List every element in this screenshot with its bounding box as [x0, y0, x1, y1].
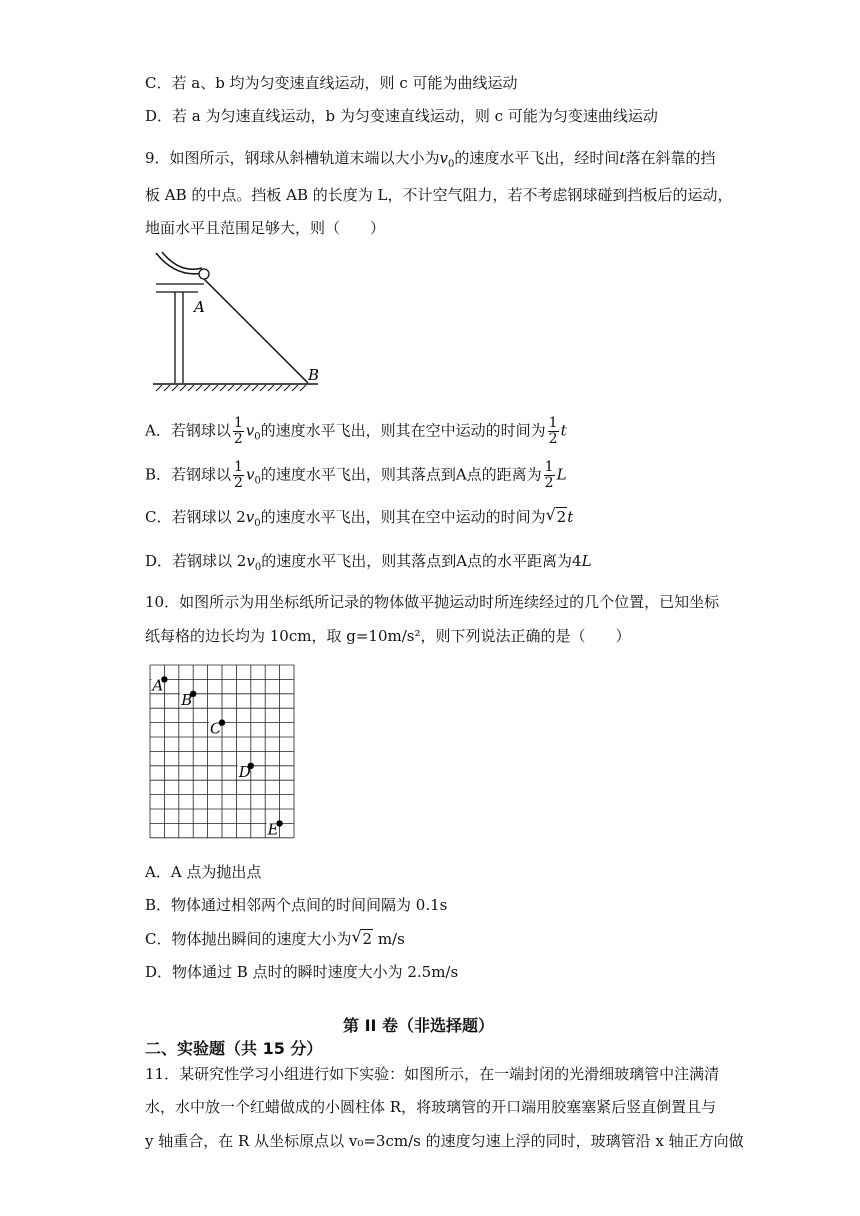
q9-stem-line2: 板 AB 的中点。挡板 AB 的长度为 L，不计空气阻力，若不考虑钢球碰到挡板后的运动，: [145, 186, 733, 204]
unit-ms: m/s: [377, 930, 405, 948]
q8-option-c: C．若 a、b 均为匀变速直线运动，则 c 可能为曲线运动: [145, 74, 518, 92]
q9-opt-a-prefix: A．若钢球以: [145, 421, 231, 440]
q10-option-a: A．A 点为抛出点: [145, 863, 262, 881]
point-label-e: E: [267, 820, 279, 839]
q11-line1: 11．某研究性学习小组进行如下实验：如图所示，在一端封闭的光滑细玻璃管中注满清: [145, 1065, 720, 1083]
frac-den: 2: [233, 431, 243, 447]
q9-opt-d-prefix: D．若钢球以 2: [145, 552, 247, 570]
q10-opt-c-prefix: C．物体抛出瞬间的速度大小为: [145, 930, 352, 948]
q9-stem-text-b: 的速度水平飞出，经时间: [454, 149, 620, 167]
point-label-c: C: [210, 719, 222, 738]
q9-option-a: [145, 416, 567, 448]
fraction: [233, 460, 244, 491]
point-label-d: D: [238, 762, 251, 781]
frac-num: 1: [548, 415, 558, 431]
point-label-a: A: [152, 676, 164, 695]
v0-subscript: 0: [448, 159, 455, 170]
frac-num: 1: [544, 459, 554, 475]
q9-stem-line3: 地面水平且范围足够大，则（ ）: [145, 219, 386, 237]
l-symbol: L: [581, 552, 592, 570]
q9-option-c: [145, 507, 573, 534]
t-symbol: t: [567, 508, 574, 526]
v0-subscript: 0: [254, 562, 262, 573]
sqrt-symbol: √ 2: [545, 505, 567, 526]
q9-figure: [148, 248, 328, 393]
t-symbol: t: [619, 149, 626, 167]
q9-opt-c-text: 的速度水平飞出，则其在空中运动的时间为: [260, 508, 546, 526]
v0-subscript: 0: [254, 475, 261, 487]
q9-opt-c-prefix: C．若钢球以 2: [145, 508, 246, 526]
q11-line2: 水，水中放一个红蜡做成的小圆柱体 R，将玻璃管的开口端用胶塞塞紧后竖直倒置且与: [145, 1098, 717, 1116]
frac-den: 2: [544, 475, 554, 491]
label-b: B: [308, 366, 320, 384]
point-label-b: B: [181, 690, 193, 709]
v0-symbol: v: [245, 465, 255, 484]
part2-title: 第 II 卷（非选择题）: [343, 1016, 495, 1035]
frac-den: 2: [548, 431, 558, 447]
sqrt-radicand: 2: [556, 508, 567, 526]
v0-symbol: v: [245, 508, 255, 526]
q10-stem-line1: 10．如图所示为用坐标纸所记录的物体做平抛运动时所连续经过的几个位置，已知坐标: [145, 593, 720, 611]
q8-option-d: D．若 a 为匀速直线运动，b 为匀变速直线运动，则 c 可能为匀变速曲线运动: [145, 107, 658, 125]
v0-symbol: v: [246, 552, 255, 570]
v0-subscript: 0: [254, 431, 261, 443]
q9-option-d: [145, 551, 592, 578]
q10-stem-line2: 纸每格的边长均为 10cm，取 g=10m/s²，则下列说法正确的是（ ）: [145, 627, 631, 645]
label-a: A: [194, 298, 205, 316]
q9-stem-line1: [145, 148, 715, 175]
q9-opt-d-text: 的速度水平飞出，则其落点到A点的水平距离为4: [261, 552, 582, 570]
sqrt-symbol: √ 2: [351, 927, 373, 948]
track-curve: [156, 253, 203, 274]
q11-line3: y 轴重合，在 R 从坐标原点以 v₀=3cm/s 的速度匀速上浮的同时，玻璃管沿 x 轴正方向做: [145, 1132, 744, 1150]
l-symbol: L: [556, 465, 567, 484]
baffle-ab: [204, 279, 308, 383]
steel-ball: [199, 269, 209, 279]
q9-option-b: [145, 460, 567, 492]
q9-opt-a-text: 的速度水平飞出，则其在空中运动的时间为: [260, 421, 546, 440]
sqrt-radicand: 2: [362, 930, 373, 948]
t-symbol: t: [560, 421, 567, 440]
v0-subscript: 0: [254, 518, 261, 529]
q10-option-b: B．物体通过相邻两个点间的时间间隔为 0.1s: [145, 896, 448, 914]
fraction: [544, 460, 555, 491]
section-heading: 二、实验题（共 15 分）: [145, 1039, 323, 1058]
q9-opt-b-prefix: B．若钢球以: [145, 465, 232, 484]
q9-stem-text-c: 落在斜靠的挡: [625, 149, 716, 167]
v0-symbol: v: [439, 149, 449, 167]
q10-option-c: [145, 929, 405, 949]
q9-stem-text-a: 9．如图所示，钢球从斜槽轨道末端以大小为: [145, 149, 440, 167]
q10-option-d: D．物体通过 B 点时的瞬时速度大小为 2.5m/s: [145, 963, 459, 981]
fraction: [233, 416, 244, 447]
fraction: [548, 416, 559, 447]
frac-den: 2: [234, 475, 243, 491]
q9-opt-b-text: 的速度水平飞出，则其落点到A点的距离为: [260, 465, 542, 484]
v0-symbol: v: [245, 421, 255, 440]
frac-num: 1: [234, 459, 243, 475]
q10-grid-figure: [149, 664, 299, 842]
frac-num: 1: [233, 415, 243, 431]
